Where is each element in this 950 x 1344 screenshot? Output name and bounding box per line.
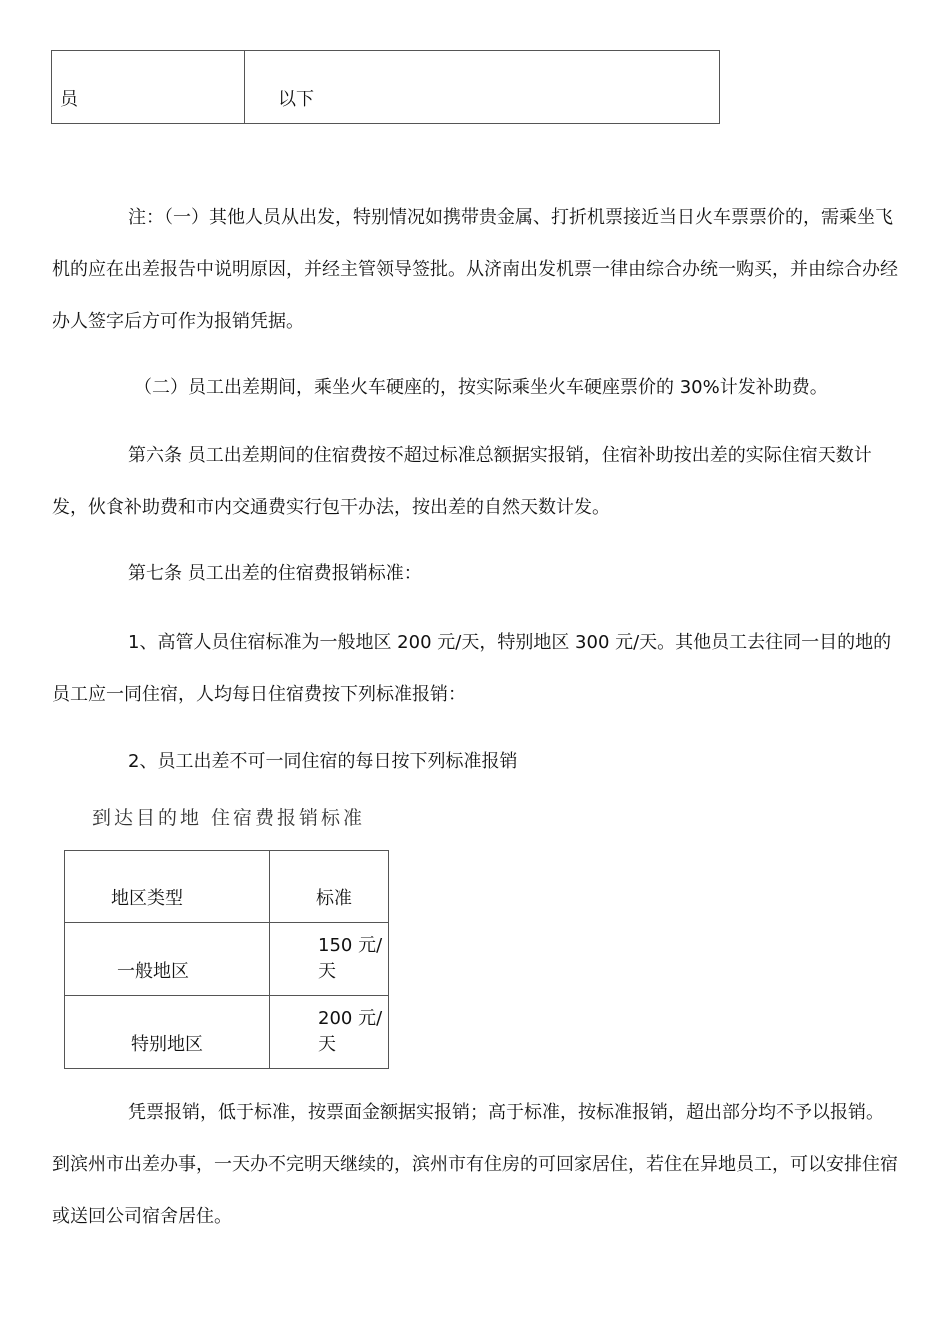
rate-table-region-text: 一般地区: [117, 961, 189, 982]
table-row: [65, 923, 389, 996]
rate-table-header-region-text: 地区类型: [111, 888, 183, 909]
item-1-paragraph: 1、高管人员住宿标准为一般地区 200 元/天，特别地区 300 元/天。其他员工去往同一目的地的员工应一同住宿，人均每日住宿费按下列标准报销：: [52, 632, 892, 705]
top-table-cell-left-text: 员: [60, 89, 78, 110]
rate-table: [64, 850, 389, 1069]
rate-table-standard-cell: [270, 996, 389, 1069]
rate-table-standard-text: 150 元/天: [318, 935, 383, 982]
rate-table-region-text: 特别地区: [131, 1034, 203, 1055]
article-6-paragraph: 第六条 员工出差期间的住宿费按不超过标准总额据实报销，住宿补助按出差的实际住宿天数计发，伙食补助费和市内交通费实行包干办法，按出差的自然天数计发。: [52, 445, 872, 518]
article-7-paragraph: 第七条 员工出差的住宿费报销标准：: [128, 563, 422, 584]
table-row: [65, 996, 389, 1069]
top-table-cell-left: [52, 51, 245, 124]
rate-table-standard-cell: [270, 923, 389, 996]
top-table-cell-right: [245, 51, 720, 124]
item-2-paragraph: 2、员工出差不可一同住宿的每日按下列标准报销: [128, 751, 518, 772]
note-paragraph-1: 注：（一）其他人员从出发，特别情况如携带贵金属、打折机票接近当日火车票票价的，需乘坐飞机的应在出差报告中说明原因，并经主管领导签批。从济南出发机票一律由综合办统一购买，并由综合办经办人签字后方可作为报销凭据。: [52, 207, 898, 332]
rate-table-header-standard: [270, 851, 389, 923]
rate-table-region-cell: [65, 996, 270, 1069]
rate-table-standard-text: 200 元/天: [318, 1008, 383, 1055]
note-paragraph-2: （二）员工出差期间，乘坐火车硬座的，按实际乘坐火车硬座票价的 30%计发补助费。: [134, 377, 828, 398]
top-table: [51, 50, 720, 124]
closing-paragraph: 凭票报销，低于标准，按票面金额据实报销；高于标准，按标准报销，超出部分均不予以报销。到滨州市出差办事，一天办不完明天继续的，滨州市有住房的可回家居住，若住在异地员工，可以安排住宿或送回公司宿舍居住。: [52, 1102, 898, 1227]
rate-table-region-cell: [65, 923, 270, 996]
rate-table-header-region: [65, 851, 270, 923]
top-table-cell-right-text: 以下: [278, 89, 314, 110]
table-caption: 到达目的地 住宿费报销标准: [92, 807, 366, 829]
rate-table-header-standard-text: 标准: [316, 888, 352, 909]
rate-table-header-row: [65, 851, 389, 923]
